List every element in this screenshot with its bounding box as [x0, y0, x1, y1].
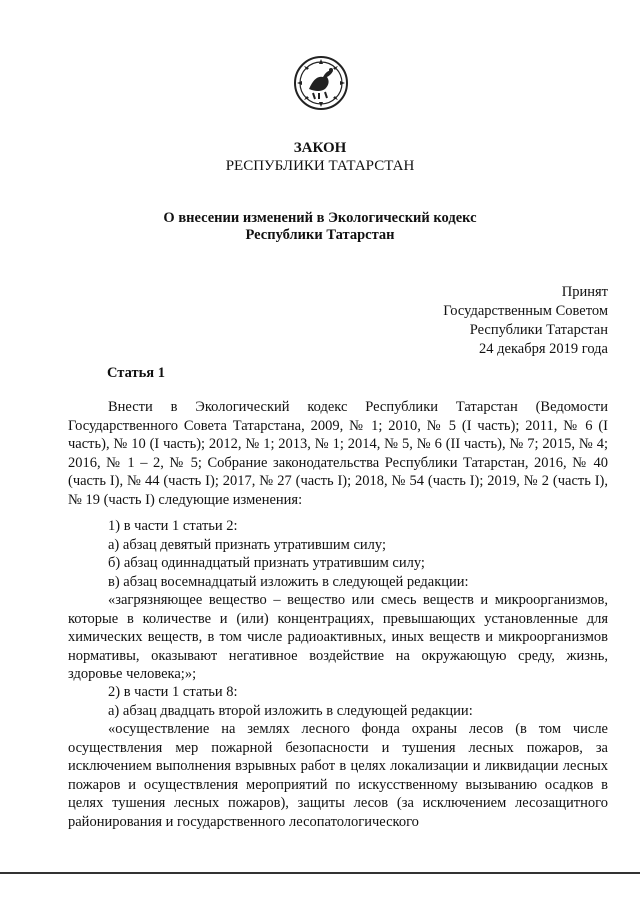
- item-2a: а) абзац двадцать второй изложить в следующей редакции:: [108, 702, 473, 719]
- scan-edge-divider: [0, 872, 640, 874]
- item-2: 2) в части 1 статьи 8:: [108, 684, 238, 700]
- article-intro: [68, 398, 608, 509]
- amendment-item-2: [68, 683, 608, 831]
- law-header: [0, 140, 640, 175]
- item-2a-text: «осуществление на землях лесного фонда охраны лесов (в том числе осуществления мер пожарной безопасности и тушения лесных пожаров, за исключением выполнения взрывных работ в целях локализации и ликвидации лесных пожаров и осуществления мероприятий по искусственному вызыванию осадков в целях тушения лесных пожаров), защиты лесов (за исключением лесозащитного районирования и государственного лесопатологического: [68, 721, 608, 830]
- adoption-line-3: Республики Татарстан: [469, 322, 608, 338]
- item-1: 1) в части 1 статьи 2:: [108, 518, 238, 534]
- amendment-item-1: [68, 517, 608, 684]
- article-heading: Статья 1: [107, 365, 165, 381]
- intro-paragraph: Внести в Экологический кодекс Республики Татарстан (Ведомости Государственного Совета Татарстана, 2009, № 1; 2010, № 5 (I часть); 2011, № 6 (I часть), № 10 (I часть); 2012, № 1; 2013, № 1; 2014, № 5, № 6 (II часть), № 7; 2015, № 4; 2016, № 1 – 2, № 5; Собрание законодательства Республики Татарстан, 2016, № 40 (часть I), № 44 (часть I); 2017, № 27 (часть I); 2018, № 54 (часть I); 2019, № 2 (часть I), № 19 (часть I) следующие изменения:: [68, 399, 608, 508]
- adoption-line-2: Государственным Советом: [443, 303, 608, 319]
- adoption-block: [348, 283, 608, 359]
- document-title-line-1: О внесении изменений в Экологический кодекс: [163, 210, 477, 226]
- adoption-line-1: Принят: [561, 284, 608, 300]
- document-title-line-2: Республики Татарстан: [245, 227, 395, 243]
- item-1b: б) абзац одиннадцатый признать утратившим силу;: [108, 555, 425, 571]
- item-1a: а) абзац девятый признать утратившим силу;: [108, 536, 387, 553]
- adoption-date: 24 декабря 2019 года: [479, 341, 608, 357]
- item-1c-text: «загрязняющее вещество – вещество или смесь веществ и микроорганизмов, которые в количестве и (или) концентрациях, превышающих установленные для химических веществ, в том числе радиоактивных, иных веществ и микроорганизмов нормативы, оказывают негативное воздействие на окружающую среду, жизнь, здоровье человека;»;: [68, 592, 608, 682]
- document-title: [0, 210, 640, 244]
- coat-of-arms-icon: [293, 55, 349, 111]
- page-bottom-margin: [0, 872, 640, 905]
- item-1c: в) абзац восемнадцатый изложить в следующей редакции:: [108, 573, 469, 590]
- law-title: ЗАКОН: [293, 140, 347, 156]
- law-subtitle: РЕСПУБЛИКИ ТАТАРСТАН: [225, 158, 415, 174]
